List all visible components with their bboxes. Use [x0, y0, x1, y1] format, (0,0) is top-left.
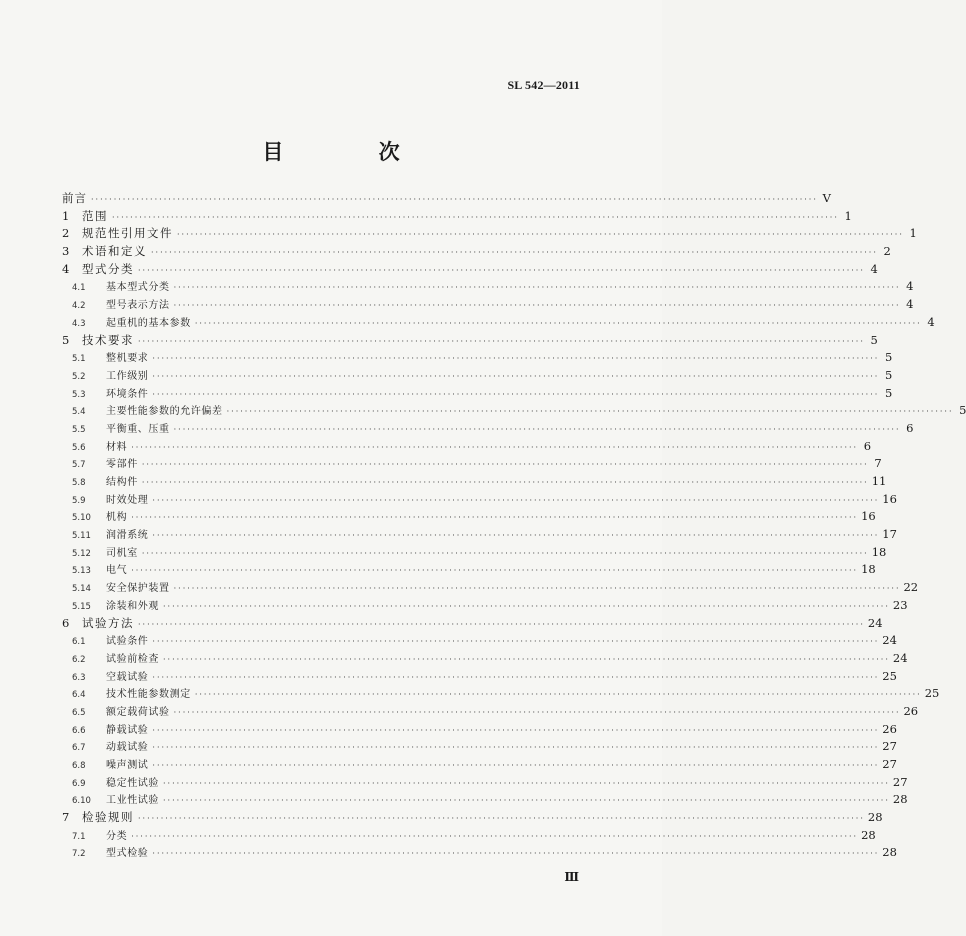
- toc-entry-page: 5: [959, 403, 966, 418]
- toc-entry-number: 6.6: [72, 725, 86, 736]
- toc-entry-label: 范围: [82, 208, 108, 223]
- toc-dot-leader: ································································································································································: [194, 690, 922, 700]
- toc-dot-leader: ································································································································································: [173, 584, 901, 594]
- toc-entry-page: 28: [867, 810, 883, 825]
- toc-entry-page: 24: [882, 633, 897, 648]
- toc-dot-leader: ································································································································································: [173, 707, 901, 717]
- toc-entry[interactable]: [62, 721, 897, 739]
- toc-entry-page: 18: [871, 544, 887, 559]
- toc-entry-number: 6.9: [72, 778, 86, 789]
- toc-entry-page: 18: [861, 562, 876, 577]
- toc-entry[interactable]: [62, 208, 852, 226]
- toc-entry[interactable]: [62, 491, 897, 509]
- toc-entry-page: 4: [906, 279, 914, 294]
- toc-dot-leader: ································································································································································: [112, 212, 839, 222]
- toc-entry[interactable]: [62, 332, 878, 350]
- toc-entry-label: 平衡重、压重: [106, 423, 170, 435]
- toc-entry-label: 工作级别: [106, 370, 149, 382]
- toc-entry-label: 司机室: [106, 547, 138, 559]
- toc-entry-page: 6: [906, 420, 914, 435]
- toc-entry[interactable]: [62, 615, 883, 633]
- toc-entry[interactable]: [62, 314, 935, 332]
- toc-entry[interactable]: [62, 296, 914, 314]
- toc-dot-leader: ································································································································································: [141, 478, 869, 487]
- toc-entry-page: 16: [861, 509, 876, 524]
- toc-entry-label: 空载试验: [106, 671, 149, 683]
- toc-entry[interactable]: [62, 438, 872, 456]
- toc-entry[interactable]: [62, 579, 919, 597]
- page-number-footer: Ⅲ: [564, 870, 578, 884]
- toc-entry-number: 6.3: [72, 672, 86, 683]
- toc-entry-label: 试验前检查: [106, 653, 159, 665]
- toc-dot-leader: ································································································································································: [152, 725, 880, 735]
- toc-dot-leader: ································································································································································: [152, 531, 880, 541]
- toc-entry-page: 28: [882, 845, 897, 860]
- toc-entry[interactable]: [62, 243, 891, 261]
- toc-entry-page: 5: [884, 385, 893, 400]
- toc-entry-page: 25: [924, 686, 940, 701]
- toc-entry-label: 术语和定义: [82, 244, 147, 259]
- toc-entry-page: 22: [903, 580, 919, 595]
- toc-dot-leader: ································································································································································: [163, 796, 890, 806]
- toc-entry-number: 3: [62, 244, 70, 259]
- toc-dot-leader: ································································································································································: [177, 230, 904, 240]
- toc-entry[interactable]: [62, 738, 897, 756]
- toc-entry-page: 28: [892, 792, 908, 807]
- toc-entry[interactable]: [62, 756, 897, 774]
- toc-entry-label: 安全保护装置: [106, 583, 170, 595]
- toc-dot-leader: ································································································································································: [152, 354, 880, 364]
- toc-dot-leader: ································································································································································: [131, 566, 859, 576]
- toc-entry-number: 6: [62, 615, 70, 630]
- toc-entry-number: 4.1: [72, 283, 86, 294]
- toc-dot-leader: ································································································································································: [173, 424, 901, 434]
- toc-entry-number: 5.9: [72, 495, 86, 506]
- toc-entry-number: 4.2: [72, 301, 86, 312]
- toc-dot-leader: ································································································································································: [152, 637, 880, 647]
- toc-entry[interactable]: [62, 225, 917, 243]
- toc-entry-number: 6.4: [72, 690, 86, 701]
- toc-entry-number: 5.15: [72, 601, 91, 612]
- toc-entry-page: 16: [882, 491, 897, 506]
- toc-dot-leader: ································································································································································: [152, 495, 880, 505]
- toc-entry-label: 技术性能参数测定: [106, 689, 191, 701]
- toc-entry-label: 润滑系统: [106, 530, 149, 542]
- toc-dot-leader: ································································································································································: [138, 265, 865, 275]
- toc-entry-number: 2: [62, 226, 70, 241]
- toc-entry-page: 27: [882, 757, 897, 771]
- toc-entry-number: 7.2: [72, 849, 86, 860]
- toc-entry[interactable]: [62, 526, 897, 544]
- toc-entry-number: 6.8: [72, 761, 86, 771]
- toc-entry-number: 5.1: [72, 354, 86, 365]
- toc-entry-page: 27: [892, 774, 908, 789]
- table-of-contents: [62, 190, 966, 862]
- toc-entry-number: 7.1: [72, 831, 86, 842]
- toc-dot-leader: ································································································································································: [163, 654, 890, 664]
- toc-entry-page: 4: [870, 261, 878, 276]
- toc-entry-page: 24: [892, 650, 908, 665]
- toc-dot-leader: ································································································································································: [151, 248, 878, 258]
- toc-entry[interactable]: [62, 420, 914, 438]
- toc-entry-number: 5.5: [72, 424, 86, 435]
- toc-entry[interactable]: [62, 367, 893, 385]
- toc-entry-label: 整机要求: [106, 353, 149, 365]
- toc-dot-leader: ································································································································································: [91, 195, 818, 204]
- toc-entry-page: 1: [844, 208, 852, 223]
- toc-dot-leader: ································································································································································: [131, 831, 859, 841]
- toc-entry-label: 结构件: [106, 477, 138, 488]
- toc-entry-page: 26: [882, 721, 897, 736]
- toc-entry-number: 5.13: [72, 566, 91, 577]
- toc-dot-leader: ································································································································································: [173, 301, 901, 311]
- toc-entry[interactable]: [62, 791, 908, 809]
- toc-entry-number: 5.11: [72, 531, 91, 542]
- toc-entry-label: 检验规则: [82, 810, 134, 825]
- toc-entry-label: 零部件: [106, 459, 138, 471]
- toc-dot-leader: ································································································································································: [226, 407, 954, 417]
- toc-dot-leader: ································································································································································: [131, 442, 859, 452]
- toc-entry-label: 技术要求: [82, 332, 134, 347]
- toc-entry-page: 5: [884, 367, 893, 382]
- toc-entry-page: V: [822, 191, 831, 205]
- toc-dot-leader: ································································································································································: [131, 513, 859, 523]
- toc-entry[interactable]: [62, 508, 876, 526]
- toc-entry[interactable]: [62, 827, 876, 845]
- toc-entry[interactable]: [62, 703, 919, 721]
- toc-entry-label: 起重机的基本参数: [106, 317, 191, 329]
- toc-entry-label: 额定载荷试验: [106, 706, 170, 718]
- toc-entry-page: 17: [882, 527, 897, 542]
- toc-dot-leader: ································································································································································: [138, 336, 865, 346]
- toc-entry[interactable]: [62, 844, 897, 862]
- toc-dot-leader: ································································································································································: [138, 619, 865, 629]
- toc-entry[interactable]: [62, 278, 914, 296]
- toc-entry-label: 型式检验: [106, 848, 149, 860]
- toc-entry[interactable]: [62, 774, 908, 792]
- page-title: 目 次: [262, 139, 444, 164]
- toc-entry-label: 基本型式分类: [106, 282, 170, 294]
- toc-entry-page: 24: [867, 615, 883, 630]
- toc-entry-page: 11: [871, 474, 887, 488]
- toc-entry-page: 27: [882, 739, 897, 754]
- toc-entry-label: 试验方法: [82, 615, 134, 630]
- toc-entry[interactable]: [62, 190, 831, 208]
- toc-entry-number: 4: [62, 261, 70, 276]
- toc-entry-page: 5: [884, 350, 893, 365]
- toc-entry-number: 5.14: [72, 584, 91, 595]
- toc-entry-number: 5.7: [72, 460, 86, 471]
- toc-entry-number: 5.12: [72, 548, 91, 559]
- toc-dot-leader: ································································································································································: [152, 672, 880, 682]
- toc-entry-number: 5.6: [72, 442, 86, 453]
- toc-entry-label: 型号表示方法: [106, 300, 170, 312]
- toc-entry-page: 4: [906, 297, 914, 312]
- toc-entry-number: 6.2: [72, 654, 86, 665]
- toc-dot-leader: ································································································································································: [152, 371, 880, 381]
- toc-entry[interactable]: [62, 597, 908, 615]
- toc-entry[interactable]: [62, 561, 876, 579]
- toc-entry[interactable]: [62, 455, 882, 473]
- toc-entry-label: 机构: [106, 512, 128, 524]
- toc-entry-label: 试验条件: [106, 636, 149, 648]
- toc-entry-label: 动载试验: [106, 742, 149, 754]
- toc-entry[interactable]: [62, 261, 878, 279]
- toc-entry[interactable]: [62, 809, 883, 827]
- toc-dot-leader: ································································································································································: [152, 743, 880, 753]
- standard-code: SL 542—2011: [507, 78, 580, 92]
- toc-entry-page: 6: [863, 438, 872, 453]
- toc-entry[interactable]: [62, 650, 908, 668]
- toc-entry-page: 4: [927, 314, 935, 329]
- toc-entry-label: 前言: [62, 191, 87, 205]
- toc-entry-label: 涂装和外观: [106, 600, 159, 612]
- toc-entry-page: 25: [882, 668, 897, 683]
- toc-entry-page: 2: [883, 244, 891, 259]
- toc-dot-leader: ································································································································································: [152, 761, 880, 770]
- toc-entry[interactable]: [62, 632, 897, 650]
- toc-entry-page: 1: [909, 226, 917, 241]
- toc-entry[interactable]: [62, 402, 966, 420]
- toc-entry-page: 26: [903, 703, 919, 718]
- toc-entry-number: 5.3: [72, 389, 86, 400]
- toc-dot-leader: ································································································································································: [173, 283, 901, 293]
- toc-entry[interactable]: [62, 544, 887, 562]
- toc-dot-leader: ································································································································································: [194, 318, 922, 328]
- toc-dot-leader: ································································································································································: [163, 778, 890, 788]
- toc-entry-number: 4.3: [72, 318, 86, 329]
- toc-dot-leader: ································································································································································: [152, 389, 880, 399]
- toc-entry-label: 分类: [106, 830, 128, 842]
- toc-entry-number: 7: [62, 810, 70, 825]
- toc-entry-number: 5.2: [72, 371, 86, 382]
- toc-entry-label: 稳定性试验: [106, 777, 159, 789]
- toc-entry-label: 主要性能参数的允许偏差: [106, 406, 223, 418]
- toc-entry-label: 型式分类: [82, 261, 134, 276]
- toc-entry-number: 5.4: [72, 407, 86, 418]
- toc-entry-number: 6.1: [72, 637, 86, 648]
- toc-entry-page: 7: [874, 456, 882, 471]
- toc-dot-leader: ································································································································································: [141, 548, 869, 558]
- toc-entry-label: 静载试验: [106, 724, 149, 736]
- toc-dot-leader: ································································································································································: [138, 814, 865, 824]
- toc-entry[interactable]: [62, 685, 940, 703]
- toc-entry-number: 1: [62, 208, 70, 223]
- toc-entry[interactable]: [62, 473, 887, 491]
- toc-entry[interactable]: [62, 385, 893, 403]
- toc-entry-label: 环境条件: [106, 388, 149, 400]
- toc-entry[interactable]: [62, 668, 897, 686]
- toc-entry-label: 规范性引用文件: [82, 226, 173, 241]
- toc-entry[interactable]: [62, 349, 893, 367]
- toc-entry-number: 5: [62, 332, 70, 347]
- toc-entry-number: 5.10: [72, 513, 91, 524]
- toc-entry-label: 时效处理: [106, 494, 149, 506]
- toc-entry-label: 工业性试验: [106, 795, 159, 807]
- toc-entry-label: 电气: [106, 565, 128, 577]
- toc-entry-page: 5: [870, 332, 878, 347]
- toc-entry-label: 材料: [106, 441, 128, 453]
- toc-entry-number: 6.5: [72, 707, 86, 718]
- toc-entry-number: 5.8: [72, 478, 86, 488]
- toc-entry-label: 噪声测试: [106, 760, 149, 771]
- toc-dot-leader: ································································································································································: [163, 601, 890, 611]
- toc-entry-page: 23: [892, 597, 908, 612]
- toc-dot-leader: ································································································································································: [141, 460, 869, 470]
- toc-entry-number: 6.7: [72, 743, 86, 754]
- toc-dot-leader: ································································································································································: [152, 849, 880, 859]
- toc-entry-number: 6.10: [72, 796, 91, 807]
- toc-entry-page: 28: [861, 827, 876, 842]
